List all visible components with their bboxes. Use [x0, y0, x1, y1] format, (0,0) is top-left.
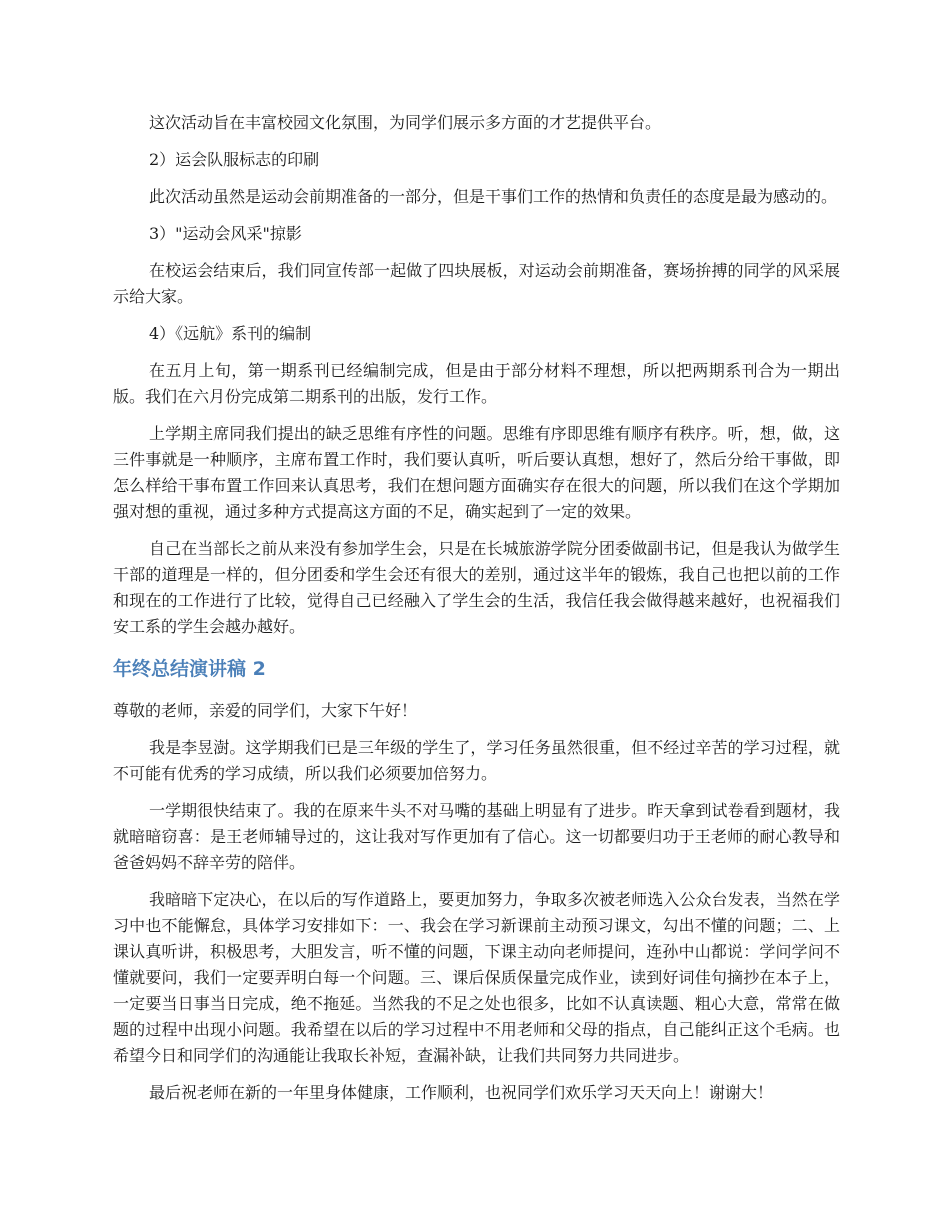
list-item: 4）《远航》系刊的编制 — [149, 324, 312, 343]
paragraph: 我是李昱澍。这学期我们已是三年级的学生了，学习任务虽然很重，但不经过辛苦的学习过程，就不可能有优秀的学习成绩，所以我们必须要加倍努力。 — [113, 738, 840, 783]
paragraph: 这次活动旨在丰富校园文化氛围，为同学们展示多方面的才艺提供平台。 — [149, 113, 662, 132]
paragraph: 最后祝老师在新的一年里身体健康，工作顺利，也祝同学们欢乐学习天天向上！谢谢大！ — [149, 1083, 774, 1102]
list-item: 3）"运动会风采"掠影 — [149, 224, 302, 243]
paragraph: 此次活动虽然是运动会前期准备的一部分，但是干事们工作的热情和负责任的态度是最为感动的。 — [149, 187, 838, 206]
paragraph: 上学期主席同我们提出的缺乏思维有序性的问题。思维有序即思维有顺序有秩序。听，想，做，这三件事就是一种顺序，主席布置工作时，我们要认真听，听后要认真想，想好了，然后分给干事做，即怎么样给干事布置工作回来认真思考，我们在想问题方面确实存在很大的问题，所以我们在这个学期加强对想的重视，通过多种方式提高这方面的不足，确实起到了一定的效果。 — [113, 424, 840, 521]
paragraph: 一学期很快结束了。我的在原来牛头不对马嘴的基础上明显有了进步。昨天拿到试卷看到题材，我就暗暗窃喜：是王老师辅导过的，这让我对写作更加有了信心。这一切都要归功于王老师的耐心教导和爸爸妈妈不辞辛劳的陪伴。 — [113, 801, 840, 872]
paragraph: 自己在当部长之前从来没有参加学生会，只是在长城旅游学院分团委做副书记，但是我认为做学生干部的道理是一样的，但分团委和学生会还有很大的差别，通过这半年的锻炼，我自己也把以前的工作和现在的工作进行了比较，觉得自己已经融入了学生会的生活，我信任我会做得越来越好，也祝福我们安工系的学生会越办越好。 — [113, 539, 840, 636]
paragraph: 在五月上旬，第一期系刊已经编制完成，但是由于部分材料不理想，所以把两期系刊合为一期出版。我们在六月份完成第二期系刊的出版，发行工作。 — [113, 361, 840, 406]
paragraph: 在校运会结束后，我们同宣传部一起做了四块展板，对运动会前期准备，赛场拚搏的同学的风采展示给大家。 — [113, 261, 840, 306]
greeting: 尊敬的老师，亲爱的同学们，大家下午好！ — [113, 701, 418, 720]
paragraph: 我暗暗下定决心，在以后的写作道路上，要更加努力，争取多次被老师选入公众台发表，当然在学习中也不能懈怠，具体学习安排如下：一、我会在学习新课前主动预习课文，勾出不懂的问题；二、上课认真听讲，积极思考，大胆发言，听不懂的问题，下课主动向老师提问，连孙中山都说：学问学问不懂就要问，我们一定要弄明白每一个问题。三、课后保质保量完成作业，读到好词佳句摘抄在本子上，一定要当日事当日完成，绝不拖延。当然我的不足之处也很多，比如不认真读题、粗心大意，常常在做题的过程中出现小问题。我希望在以后的学习过程中不用老师和父母的指点，自己能纠正这个毛病。也希望今日和同学们的沟通能让我取长补短，查漏补缺，让我们共同努力共同进步。 — [113, 890, 840, 1065]
list-item: 2）运会队服标志的印刷 — [149, 150, 320, 169]
section-heading: 年终总结演讲稿 2 — [113, 658, 266, 680]
